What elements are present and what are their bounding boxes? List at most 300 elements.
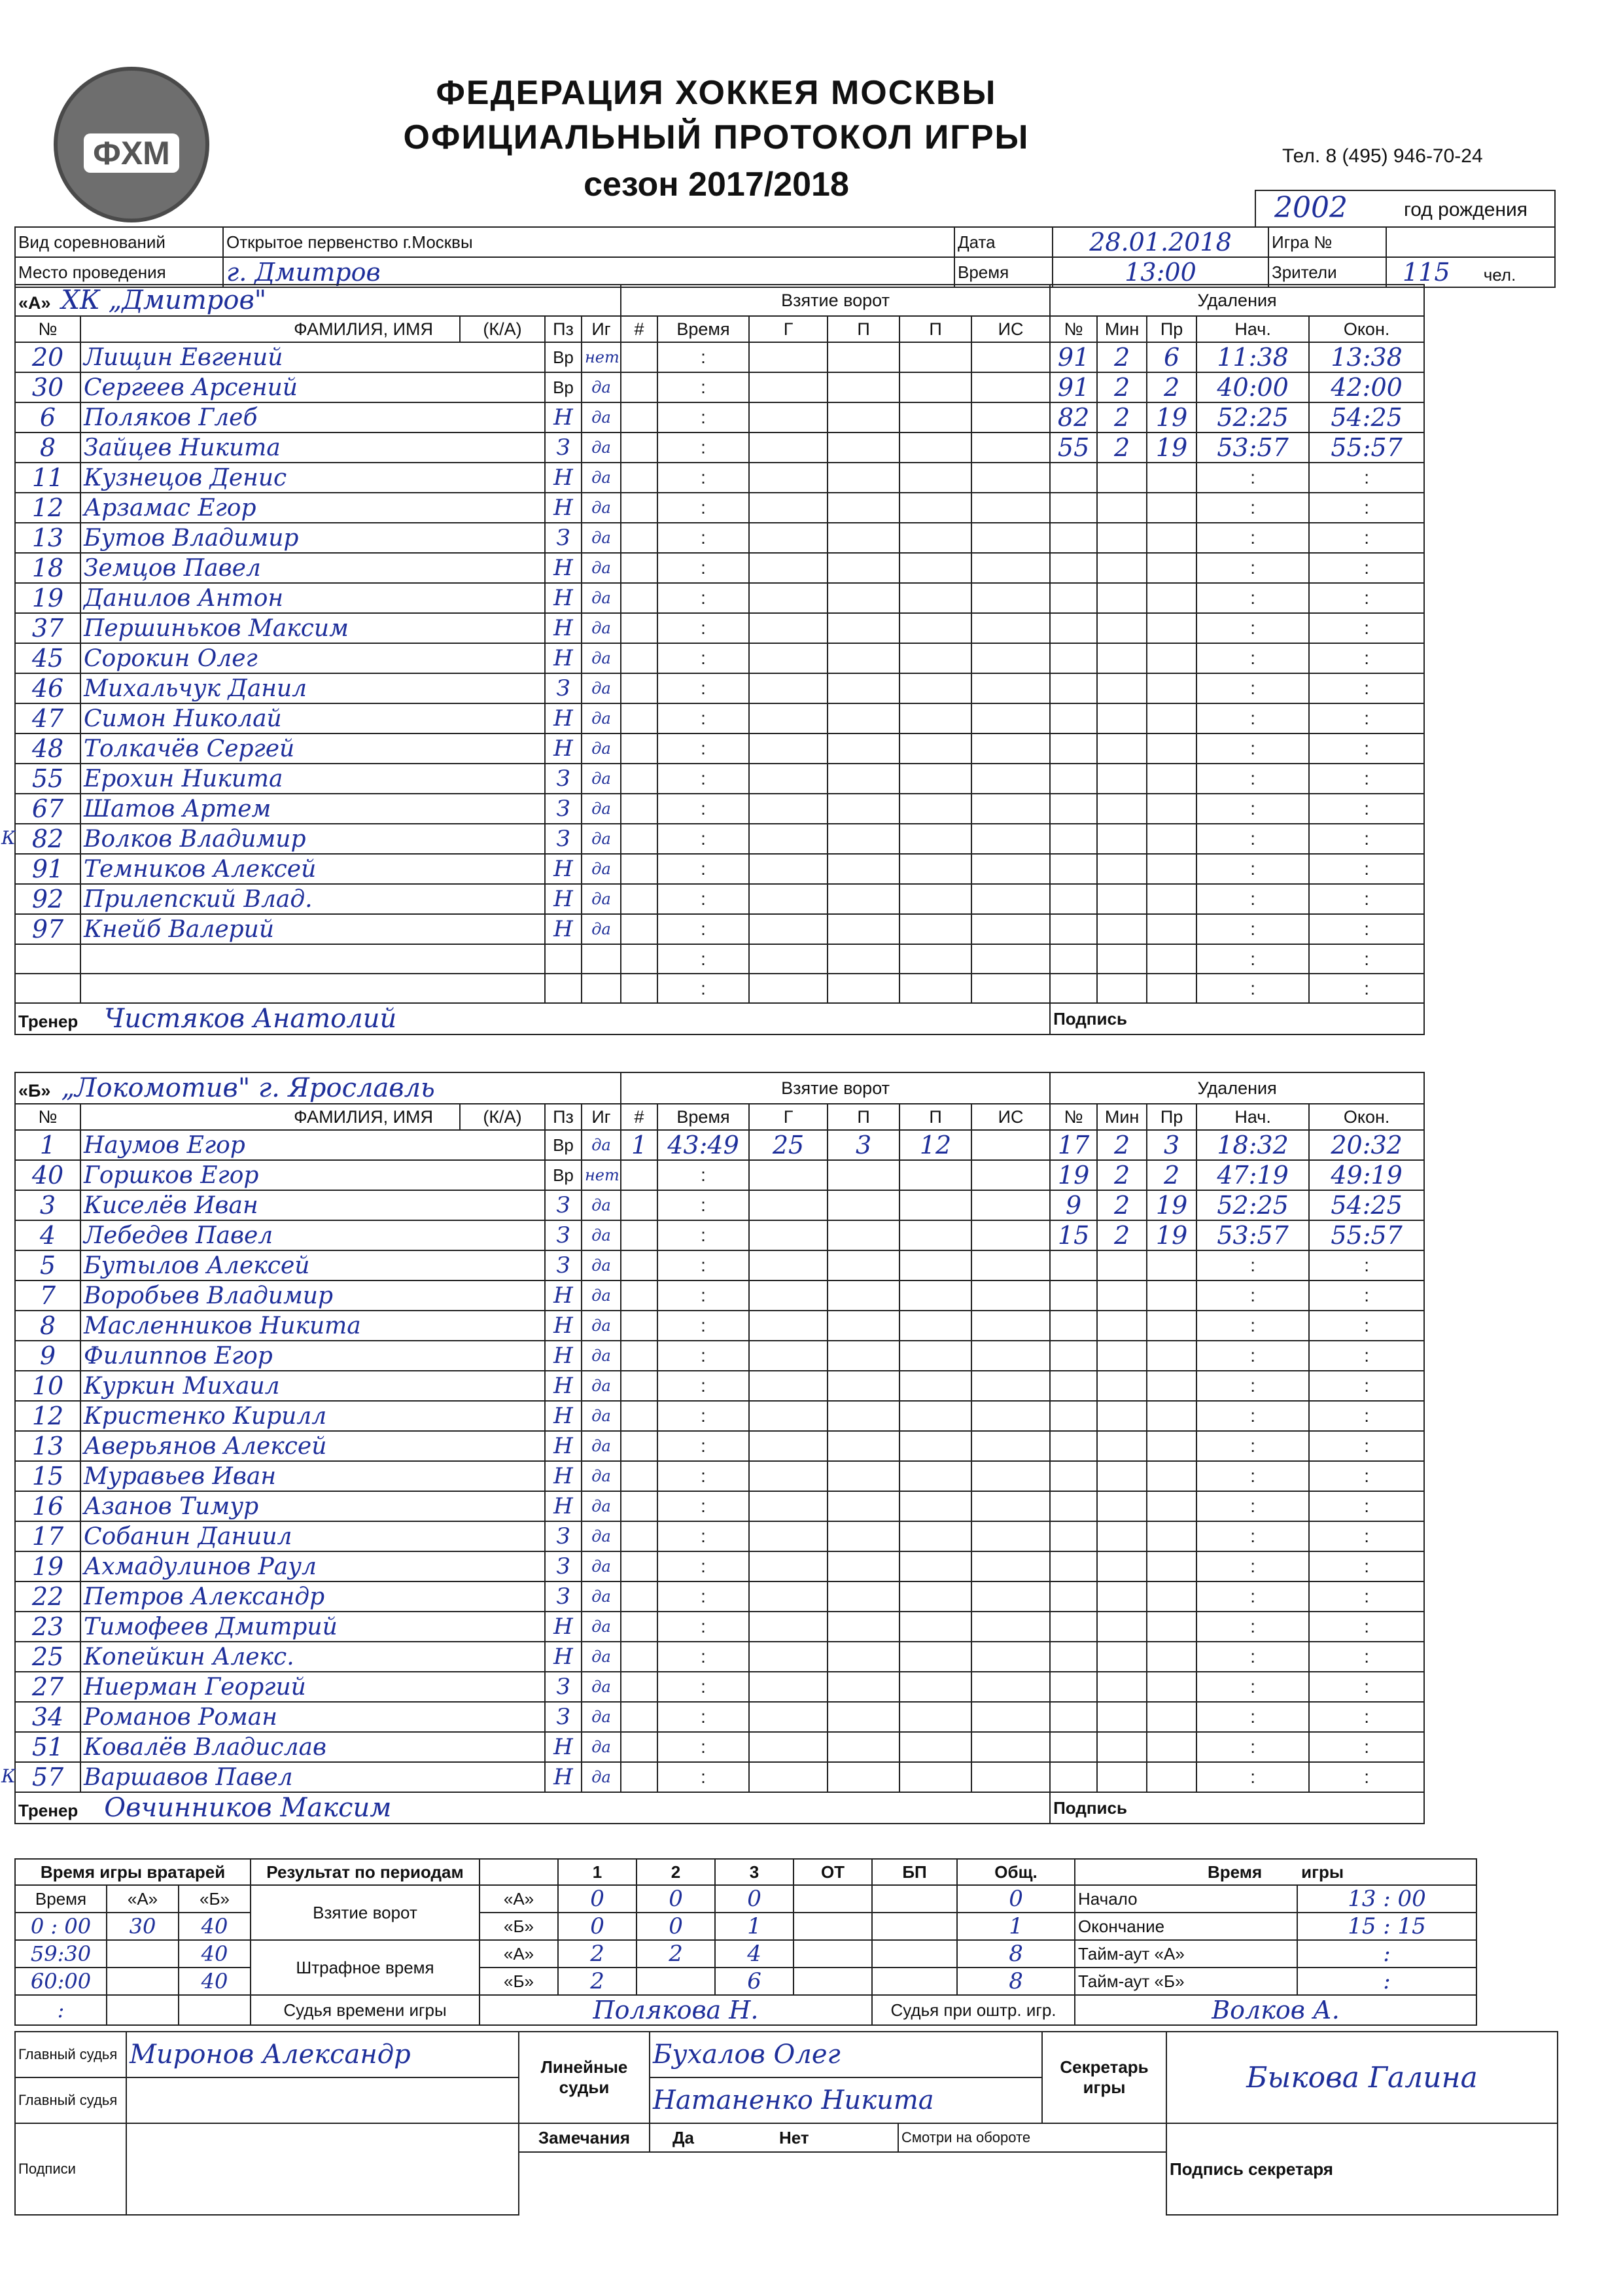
penalty-minutes bbox=[1097, 1341, 1147, 1371]
penalty-start: : bbox=[1196, 1732, 1309, 1762]
player-col-header: Пз bbox=[545, 316, 582, 342]
goal-number bbox=[621, 1280, 657, 1311]
player-position: З bbox=[545, 1220, 582, 1250]
goal-assist-2 bbox=[899, 433, 971, 463]
player-row bbox=[15, 643, 1424, 673]
captain-mark: К bbox=[1, 827, 16, 849]
player-number-value: 45 bbox=[31, 644, 64, 673]
goal-assist-2 bbox=[899, 1160, 971, 1190]
penalty-player bbox=[1050, 1732, 1097, 1762]
period-value bbox=[872, 1913, 957, 1940]
goal-time: : bbox=[657, 1431, 749, 1461]
goal-assist-2 bbox=[899, 1642, 971, 1672]
goal-assist-2 bbox=[899, 733, 971, 764]
player-played: нет bbox=[582, 342, 621, 372]
coach-label: Тренер bbox=[18, 1012, 79, 1031]
goalie-col-header: «А» bbox=[107, 1885, 179, 1913]
player-name: Киселёв Иван bbox=[80, 1190, 545, 1220]
game-time-value: : bbox=[1297, 1968, 1476, 1995]
player-number-value: 3 bbox=[39, 1191, 56, 1220]
player-played: да bbox=[582, 1311, 621, 1341]
goal-number bbox=[621, 372, 657, 402]
player-position: Н bbox=[545, 1461, 582, 1491]
period-col-header: БП bbox=[872, 1859, 957, 1885]
period-value bbox=[794, 1885, 872, 1913]
player-name: Ерохин Никита bbox=[80, 764, 545, 794]
goal-number bbox=[621, 1732, 657, 1762]
penalty-start: 11:38 bbox=[1196, 342, 1309, 372]
penalty-player bbox=[1050, 914, 1097, 944]
penalty-reason bbox=[1147, 1401, 1196, 1431]
goal-number bbox=[621, 914, 657, 944]
period-value: 1 bbox=[715, 1913, 794, 1940]
player-col-header: Иг bbox=[582, 316, 621, 342]
penalty-minutes bbox=[1097, 493, 1147, 523]
goal-scorer bbox=[749, 854, 828, 884]
penalty-minutes bbox=[1097, 1672, 1147, 1702]
player-position: З bbox=[545, 824, 582, 854]
penalty-reason bbox=[1147, 1642, 1196, 1672]
player-played: да bbox=[582, 1461, 621, 1491]
penalty-end: : bbox=[1309, 824, 1424, 854]
penalty-player bbox=[1050, 1521, 1097, 1551]
remarks-label: Замечания bbox=[519, 2123, 650, 2152]
player-number-value: 47 bbox=[31, 704, 64, 733]
penalty-player bbox=[1050, 523, 1097, 553]
player-number-value: 51 bbox=[31, 1733, 64, 1761]
penalty-end: : bbox=[1309, 1461, 1424, 1491]
competition: Открытое первенство г.Москвы bbox=[223, 227, 954, 257]
goal-number bbox=[621, 493, 657, 523]
player-number-value: 4 bbox=[39, 1221, 56, 1250]
penalty-start: : bbox=[1196, 944, 1309, 974]
penalty-reason bbox=[1147, 824, 1196, 854]
player-name: Азанов Тимур bbox=[80, 1491, 545, 1521]
player-position: Вр bbox=[545, 342, 582, 372]
penalty-player bbox=[1050, 1551, 1097, 1581]
goal-assist-2 bbox=[899, 703, 971, 733]
goal-assist-2 bbox=[899, 1341, 971, 1371]
goal-scorer bbox=[749, 523, 828, 553]
period-value: 1 bbox=[957, 1913, 1075, 1940]
player-row bbox=[15, 372, 1424, 402]
goal-situation bbox=[971, 1521, 1050, 1551]
player-position: Н bbox=[545, 854, 582, 884]
player-row bbox=[15, 1642, 1424, 1672]
goal-time: : bbox=[657, 854, 749, 884]
period-value: 0 bbox=[957, 1885, 1075, 1913]
player-played: да bbox=[582, 1371, 621, 1401]
penalty-start: : bbox=[1196, 733, 1309, 764]
goal-assist-1 bbox=[828, 794, 899, 824]
goal-time: : bbox=[657, 1311, 749, 1341]
goal-scorer bbox=[749, 1250, 828, 1280]
penalty-player bbox=[1050, 854, 1097, 884]
period-value: 0 bbox=[637, 1885, 715, 1913]
game-info-table bbox=[14, 226, 1556, 288]
goal-scorer bbox=[749, 463, 828, 493]
goal-scorer bbox=[749, 1431, 828, 1461]
penalty-col-header: Пр bbox=[1147, 316, 1196, 342]
period-value: 2 bbox=[637, 1940, 715, 1968]
team-name: ХК „Дмитров" bbox=[61, 285, 267, 315]
penalty-player bbox=[1050, 463, 1097, 493]
goal-number bbox=[621, 463, 657, 493]
goal-scorer bbox=[749, 1702, 828, 1732]
goal-assist-2 bbox=[899, 1551, 971, 1581]
penalty-judge: Волков А. bbox=[1075, 1995, 1476, 2025]
player-played bbox=[582, 974, 621, 1003]
game-time-title-2: игры bbox=[1301, 1862, 1344, 1882]
goal-assist-2 bbox=[899, 764, 971, 794]
player-played: да bbox=[582, 1341, 621, 1371]
player-row bbox=[15, 944, 1424, 974]
player-number-value: 13 bbox=[31, 1432, 64, 1460]
player-number-value: 20 bbox=[31, 343, 64, 372]
coach-signature-cell bbox=[1050, 1792, 1424, 1824]
penalty-minutes bbox=[1097, 1491, 1147, 1521]
goal-time: : bbox=[657, 342, 749, 372]
penalty-reason bbox=[1147, 1431, 1196, 1461]
goal-situation bbox=[971, 1160, 1050, 1190]
goal-number bbox=[621, 824, 657, 854]
venue: г. Дмитров bbox=[223, 257, 954, 287]
penalty-reason bbox=[1147, 1280, 1196, 1311]
goal-number bbox=[621, 1220, 657, 1250]
goal-assist-1 bbox=[828, 1702, 899, 1732]
penalty-reason: 2 bbox=[1147, 372, 1196, 402]
player-number bbox=[15, 1401, 80, 1431]
player-number-value: 37 bbox=[31, 614, 64, 643]
summary-section bbox=[14, 1858, 1558, 2216]
period-value bbox=[794, 1968, 872, 1995]
goal-scorer bbox=[749, 643, 828, 673]
goal-number bbox=[621, 1431, 657, 1461]
date: 28.01.2018 bbox=[1053, 227, 1268, 257]
goal-col-header: Г bbox=[749, 316, 828, 342]
player-played: да bbox=[582, 1491, 621, 1521]
penalty-reason bbox=[1147, 1521, 1196, 1551]
penalty-col-header: № bbox=[1050, 316, 1097, 342]
penalty-start: : bbox=[1196, 1581, 1309, 1612]
goal-number bbox=[621, 884, 657, 914]
player-number-value: 25 bbox=[31, 1642, 64, 1671]
team-tag: «А» bbox=[480, 1885, 558, 1913]
player-played: да bbox=[582, 553, 621, 583]
penalty-minutes bbox=[1097, 463, 1147, 493]
player-number bbox=[15, 1220, 80, 1250]
goalie-col-header: «Б» bbox=[179, 1885, 251, 1913]
goals-title: Взятие ворот bbox=[621, 1072, 1050, 1104]
player-col-header: ФАМИЛИЯ, ИМЯ bbox=[80, 1104, 460, 1130]
player-position: З bbox=[545, 1190, 582, 1220]
penalty-start: 52:25 bbox=[1196, 1190, 1309, 1220]
penalty-start: : bbox=[1196, 1431, 1309, 1461]
period-value: 2 bbox=[558, 1968, 637, 1995]
player-row bbox=[15, 1401, 1424, 1431]
player-played: да bbox=[582, 1250, 621, 1280]
goal-assist-1 bbox=[828, 1551, 899, 1581]
goalie-a: 30 bbox=[107, 1913, 179, 1940]
goal-number bbox=[621, 1491, 657, 1521]
goal-time: : bbox=[657, 1642, 749, 1672]
player-number bbox=[15, 493, 80, 523]
game-time-label: Тайм-аут «А» bbox=[1075, 1940, 1297, 1968]
player-played: да bbox=[582, 1130, 621, 1160]
goal-situation bbox=[971, 1642, 1050, 1672]
period-value: 2 bbox=[558, 1940, 637, 1968]
penalty-reason bbox=[1147, 463, 1196, 493]
penalty-reason bbox=[1147, 794, 1196, 824]
game-number bbox=[1386, 227, 1555, 257]
penalty-player bbox=[1050, 583, 1097, 613]
player-col-header: № bbox=[15, 1104, 80, 1130]
secretary: Быкова Галина bbox=[1166, 2032, 1558, 2123]
player-row bbox=[15, 1160, 1424, 1190]
penalty-end: : bbox=[1309, 1311, 1424, 1341]
player-played: да bbox=[582, 1581, 621, 1612]
goal-assist-2 bbox=[899, 613, 971, 643]
penalty-player bbox=[1050, 1250, 1097, 1280]
period-col-header: 2 bbox=[637, 1859, 715, 1885]
player-row bbox=[15, 733, 1424, 764]
goal-assist-2 bbox=[899, 643, 971, 673]
goal-time: : bbox=[657, 1250, 749, 1280]
penalty-reason bbox=[1147, 884, 1196, 914]
penalty-reason bbox=[1147, 1491, 1196, 1521]
penalty-player bbox=[1050, 824, 1097, 854]
penalty-minutes bbox=[1097, 1461, 1147, 1491]
player-number bbox=[15, 764, 80, 794]
player-position: Н bbox=[545, 493, 582, 523]
goalie-b bbox=[179, 1995, 251, 2025]
penalty-start: : bbox=[1196, 1371, 1309, 1401]
goal-situation bbox=[971, 1702, 1050, 1732]
penalty-col-header: Окон. bbox=[1309, 316, 1424, 342]
penalty-minutes bbox=[1097, 944, 1147, 974]
goal-assist-1 bbox=[828, 372, 899, 402]
goal-situation bbox=[971, 1280, 1050, 1311]
player-played: да bbox=[582, 914, 621, 944]
goal-number bbox=[621, 1551, 657, 1581]
goal-scorer bbox=[749, 613, 828, 643]
goal-assist-2 bbox=[899, 1311, 971, 1341]
goal-scorer bbox=[749, 493, 828, 523]
goal-number bbox=[621, 854, 657, 884]
player-position: Н bbox=[545, 1280, 582, 1311]
penalty-player bbox=[1050, 613, 1097, 643]
penalty-start: 53:57 bbox=[1196, 433, 1309, 463]
penalty-end: : bbox=[1309, 1762, 1424, 1792]
player-number bbox=[15, 944, 80, 974]
goal-time: : bbox=[657, 372, 749, 402]
goal-situation bbox=[971, 914, 1050, 944]
goal-scorer bbox=[749, 1190, 828, 1220]
goal-assist-2 bbox=[899, 1371, 971, 1401]
goal-time: : bbox=[657, 794, 749, 824]
player-played: да bbox=[582, 1762, 621, 1792]
goal-assist-1 bbox=[828, 1762, 899, 1792]
goalie-a bbox=[107, 1940, 179, 1968]
goal-situation bbox=[971, 764, 1050, 794]
player-row bbox=[15, 613, 1424, 643]
goal-situation bbox=[971, 342, 1050, 372]
period-col-header: 3 bbox=[715, 1859, 794, 1885]
penalty-start: : bbox=[1196, 583, 1309, 613]
goal-assist-1 bbox=[828, 1160, 899, 1190]
spectators: 115 bbox=[1403, 258, 1450, 287]
team-b-name-cell bbox=[15, 1072, 621, 1104]
penalty-end: : bbox=[1309, 914, 1424, 944]
player-name: Масленников Никита bbox=[80, 1311, 545, 1341]
player-position: З bbox=[545, 794, 582, 824]
goals-title: Взятие ворот bbox=[621, 285, 1050, 316]
goal-number bbox=[621, 1702, 657, 1732]
player-name: Ковалёв Владислав bbox=[80, 1732, 545, 1762]
goal-number: 1 bbox=[621, 1130, 657, 1160]
team-a-name-cell bbox=[15, 285, 621, 316]
penalty-player bbox=[1050, 1371, 1097, 1401]
penalty-start: : bbox=[1196, 553, 1309, 583]
team-tag: «Б» bbox=[480, 1968, 558, 1995]
player-position: Н bbox=[545, 1311, 582, 1341]
goal-scorer bbox=[749, 794, 828, 824]
player-name: Михальчук Данил bbox=[80, 673, 545, 703]
player-name: Першиньков Максим bbox=[80, 613, 545, 643]
goal-situation bbox=[971, 1461, 1050, 1491]
penalty-end: : bbox=[1309, 1702, 1424, 1732]
goal-assist-1 bbox=[828, 884, 899, 914]
goal-assist-2 bbox=[899, 583, 971, 613]
penalty-start: : bbox=[1196, 1672, 1309, 1702]
penalty-end: : bbox=[1309, 1401, 1424, 1431]
goal-assist-2 bbox=[899, 1521, 971, 1551]
goal-assist-2 bbox=[899, 824, 971, 854]
penalty-player bbox=[1050, 974, 1097, 1003]
goalie-b: 40 bbox=[179, 1913, 251, 1940]
goal-situation bbox=[971, 1732, 1050, 1762]
goal-assist-2 bbox=[899, 493, 971, 523]
player-row bbox=[15, 1672, 1424, 1702]
goal-number bbox=[621, 1160, 657, 1190]
goal-col-header: П bbox=[828, 1104, 899, 1130]
player-name: Бутов Владимир bbox=[80, 523, 545, 553]
player-position: Вр bbox=[545, 1130, 582, 1160]
player-number bbox=[15, 1160, 80, 1190]
player-number bbox=[15, 553, 80, 583]
penalty-reason bbox=[1147, 673, 1196, 703]
player-number-value: 40 bbox=[31, 1161, 64, 1190]
competition-label: Вид соревнований bbox=[15, 227, 223, 257]
player-played: да bbox=[582, 1431, 621, 1461]
penalty-end: : bbox=[1309, 1250, 1424, 1280]
goal-assist-2 bbox=[899, 1250, 971, 1280]
player-row bbox=[15, 1190, 1424, 1220]
penalty-minutes bbox=[1097, 854, 1147, 884]
goal-assist-2 bbox=[899, 944, 971, 974]
penalty-player bbox=[1050, 1280, 1097, 1311]
goal-situation bbox=[971, 1371, 1050, 1401]
penalty-reason bbox=[1147, 944, 1196, 974]
team-name: „Локомотив" г. Ярославль bbox=[61, 1073, 435, 1103]
period-value: 8 bbox=[957, 1968, 1075, 1995]
team-b-section bbox=[1, 1072, 1425, 1824]
player-number-value: 30 bbox=[31, 373, 64, 402]
player-number bbox=[15, 1581, 80, 1612]
player-played: да bbox=[582, 1551, 621, 1581]
goal-situation bbox=[971, 372, 1050, 402]
player-number-value: 19 bbox=[31, 1552, 64, 1581]
penalty-start: : bbox=[1196, 974, 1309, 1003]
time-judge: Полякова Н. bbox=[480, 1995, 872, 2025]
player-number bbox=[15, 1521, 80, 1551]
goal-number bbox=[621, 1190, 657, 1220]
goal-assist-1 bbox=[828, 824, 899, 854]
player-row bbox=[15, 703, 1424, 733]
goal-scorer bbox=[749, 1220, 828, 1250]
goal-assist-1 bbox=[828, 493, 899, 523]
player-name: Данилов Антон bbox=[80, 583, 545, 613]
penalty-start: 18:32 bbox=[1196, 1130, 1309, 1160]
player-number-value: 17 bbox=[31, 1522, 64, 1551]
player-position: З bbox=[545, 1581, 582, 1612]
player-row bbox=[15, 914, 1424, 944]
goalie-b: 40 bbox=[179, 1968, 251, 1995]
goal-number bbox=[621, 433, 657, 463]
goal-assist-2 bbox=[899, 463, 971, 493]
penalty-minutes bbox=[1097, 1521, 1147, 1551]
player-played: да bbox=[582, 824, 621, 854]
player-position: Н bbox=[545, 703, 582, 733]
penalty-start: : bbox=[1196, 1491, 1309, 1521]
penalty-minutes bbox=[1097, 553, 1147, 583]
goal-time: : bbox=[657, 1280, 749, 1311]
goal-number bbox=[621, 613, 657, 643]
penalty-end: : bbox=[1309, 583, 1424, 613]
goal-time: : bbox=[657, 402, 749, 433]
goal-situation bbox=[971, 1672, 1050, 1702]
game-time-title bbox=[1075, 1859, 1476, 1885]
period-value: 6 bbox=[715, 1968, 794, 1995]
player-number bbox=[15, 1371, 80, 1401]
penalty-start: : bbox=[1196, 1401, 1309, 1431]
penalty-player bbox=[1050, 1581, 1097, 1612]
player-played: да bbox=[582, 583, 621, 613]
penalty-end: : bbox=[1309, 1491, 1424, 1521]
goal-situation bbox=[971, 402, 1050, 433]
game-time-label: Окончание bbox=[1075, 1913, 1297, 1940]
player-position: Н bbox=[545, 884, 582, 914]
penalty-player: 82 bbox=[1050, 402, 1097, 433]
player-position: Н bbox=[545, 1642, 582, 1672]
goal-situation bbox=[971, 1311, 1050, 1341]
penalty-player bbox=[1050, 1431, 1097, 1461]
goal-assist-1 bbox=[828, 463, 899, 493]
penalty-reason bbox=[1147, 974, 1196, 1003]
birth-year-label: год рождения bbox=[1404, 199, 1528, 221]
goal-assist-2 bbox=[899, 553, 971, 583]
player-number-value: 27 bbox=[31, 1672, 64, 1701]
goal-assist-1 bbox=[828, 613, 899, 643]
player-position: З bbox=[545, 1250, 582, 1280]
goal-time: : bbox=[657, 944, 749, 974]
player-row bbox=[15, 1461, 1424, 1491]
player-row bbox=[15, 1521, 1424, 1551]
player-number-value: 8 bbox=[39, 433, 56, 462]
player-position: З bbox=[545, 1551, 582, 1581]
goal-scorer bbox=[749, 733, 828, 764]
penalty-minutes bbox=[1097, 1311, 1147, 1341]
